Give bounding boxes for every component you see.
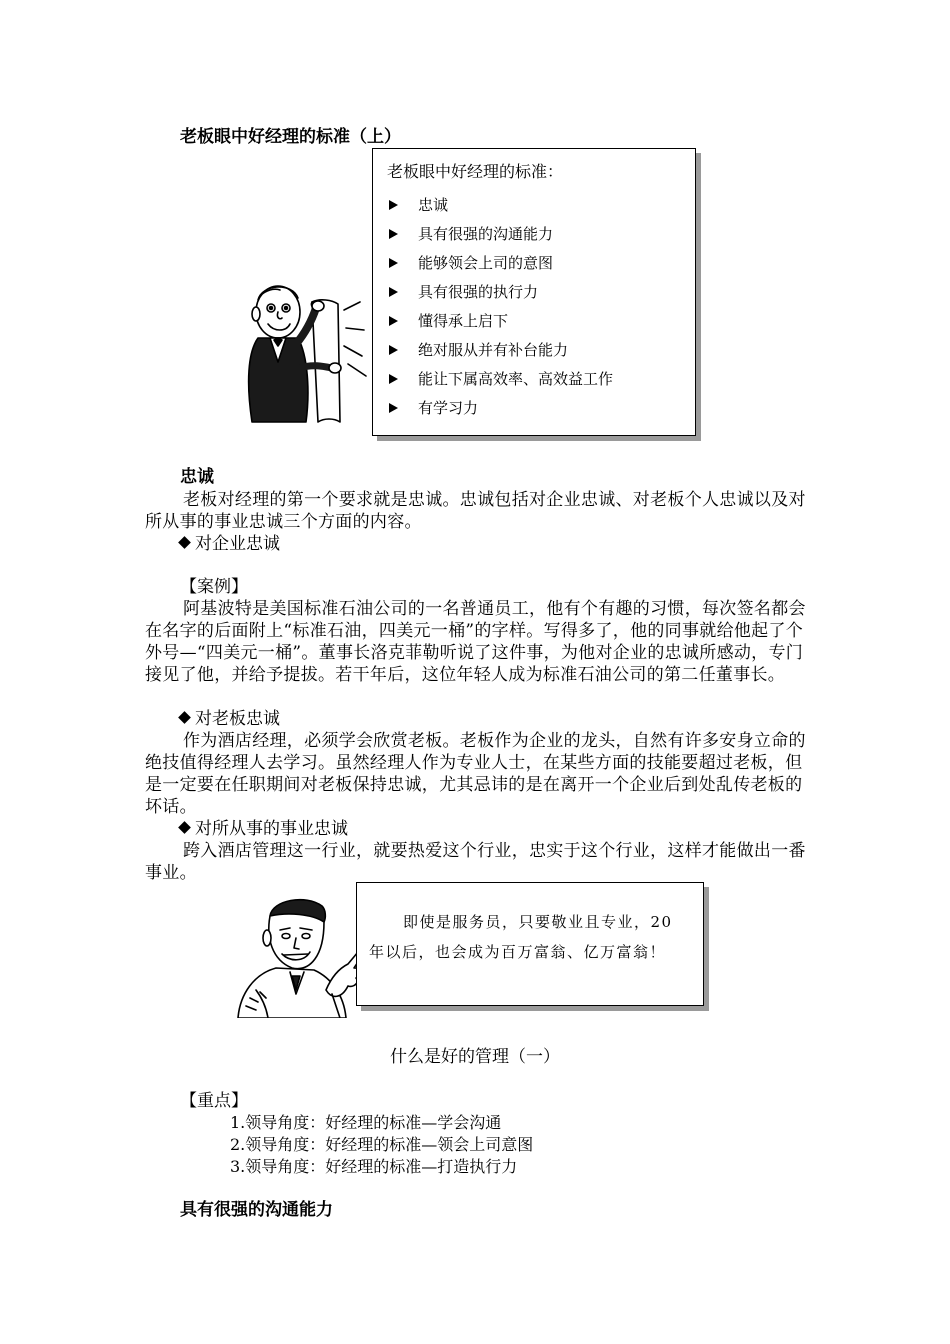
boss-paragraph (145, 730, 807, 818)
list-item: 具有很强的执行力 (389, 278, 613, 307)
communication-heading: 具有很强的沟通能力 (180, 1200, 333, 1220)
case-text: 阿基波特是美国标准石油公司的一名普通员工，他有个有趣的习惯，每次签名都会在名字的后面附上“标准石油，四美元一桶”的字样。写得多了，他的同事就给他起了个外号—“四美元一桶”。董事长洛克菲勒听说了这件事，为他对企业的忠诚所感动，专门接见了他，并给予提拔。若干年后，这位年轻人成为标准石油公司的第二任董事长。 (145, 599, 806, 685)
list-item: 有学习力 (389, 394, 613, 423)
section-title-standards: 老板眼中好经理的标准（上） (180, 127, 401, 147)
loyalty-intro-text: 老板对经理的第一个要求就是忠诚。忠诚包括对企业忠诚、对老板个人忠诚以及对所从事的事业忠诚三个方面的内容。 (145, 490, 806, 532)
standards-list (389, 191, 613, 423)
presenter-cartoon-illustration (240, 272, 380, 437)
quote-line-1: 即使是服务员，只要敬业且专业，20 (403, 913, 673, 931)
arrow-bullet-icon (389, 403, 398, 413)
list-item: 具有很强的沟通能力 (389, 220, 613, 249)
pointing-man-illustration (236, 894, 376, 1018)
arrow-bullet-icon (389, 316, 398, 326)
key-point-item: 3.领导角度：好经理的标准—打造执行力 (230, 1157, 518, 1176)
list-item: 绝对服从并有补台能力 (389, 336, 613, 365)
list-item: 懂得承上启下 (389, 307, 613, 336)
career-paragraph (145, 840, 807, 884)
diamond-bullet-icon (178, 711, 191, 724)
loyalty-heading: 忠诚 (180, 467, 214, 487)
bullet-boss-loyalty: 对老板忠诚 (180, 708, 280, 730)
callout-title: 老板眼中好经理的标准： (387, 162, 564, 181)
bullet-career-loyalty: 对所从事的事业忠诚 (180, 818, 348, 840)
loyalty-intro-paragraph (145, 489, 807, 533)
key-point-item: 1.领导角度：好经理的标准—学会沟通 (230, 1113, 502, 1132)
arrow-bullet-icon (389, 258, 398, 268)
standards-callout-box (372, 148, 696, 436)
arrow-bullet-icon (389, 200, 398, 210)
arrow-bullet-icon (389, 345, 398, 355)
arrow-bullet-icon (389, 374, 398, 384)
section-title-good-management: 什么是好的管理（一） (390, 1047, 560, 1067)
diamond-bullet-icon (178, 536, 191, 549)
quote-callout-box (356, 882, 704, 1006)
diamond-bullet-icon (178, 821, 191, 834)
list-item: 能让下属高效率、高效益工作 (389, 365, 613, 394)
list-item: 能够领会上司的意图 (389, 249, 613, 278)
quote-line-2: 年以后，也会成为百万富翁、亿万富翁！ (369, 943, 667, 961)
boss-text: 作为酒店经理，必须学会欣赏老板。老板作为企业的龙头，自然有许多安身立命的绝技值得经理人去学习。虽然经理人作为专业人士，在某些方面的技能要超过老板，但是一定要在任职期间对老板保持忠诚，尤其忌讳的是在离开一个企业后到处乱传老板的坏话。 (145, 731, 806, 817)
career-text: 跨入酒店管理这一行业，就要热爱这个行业，忠实于这个行业，这样才能做出一番事业。 (145, 841, 806, 883)
bullet-company-loyalty: 对企业忠诚 (180, 533, 280, 555)
key-point-item: 2.领导角度：好经理的标准—领会上司意图 (230, 1135, 534, 1154)
list-item: 忠诚 (389, 191, 613, 220)
key-points-label: 【重点】 (180, 1091, 248, 1111)
case-label: 【案例】 (180, 577, 248, 597)
case-paragraph (145, 598, 807, 686)
arrow-bullet-icon (389, 287, 398, 297)
arrow-bullet-icon (389, 229, 398, 239)
